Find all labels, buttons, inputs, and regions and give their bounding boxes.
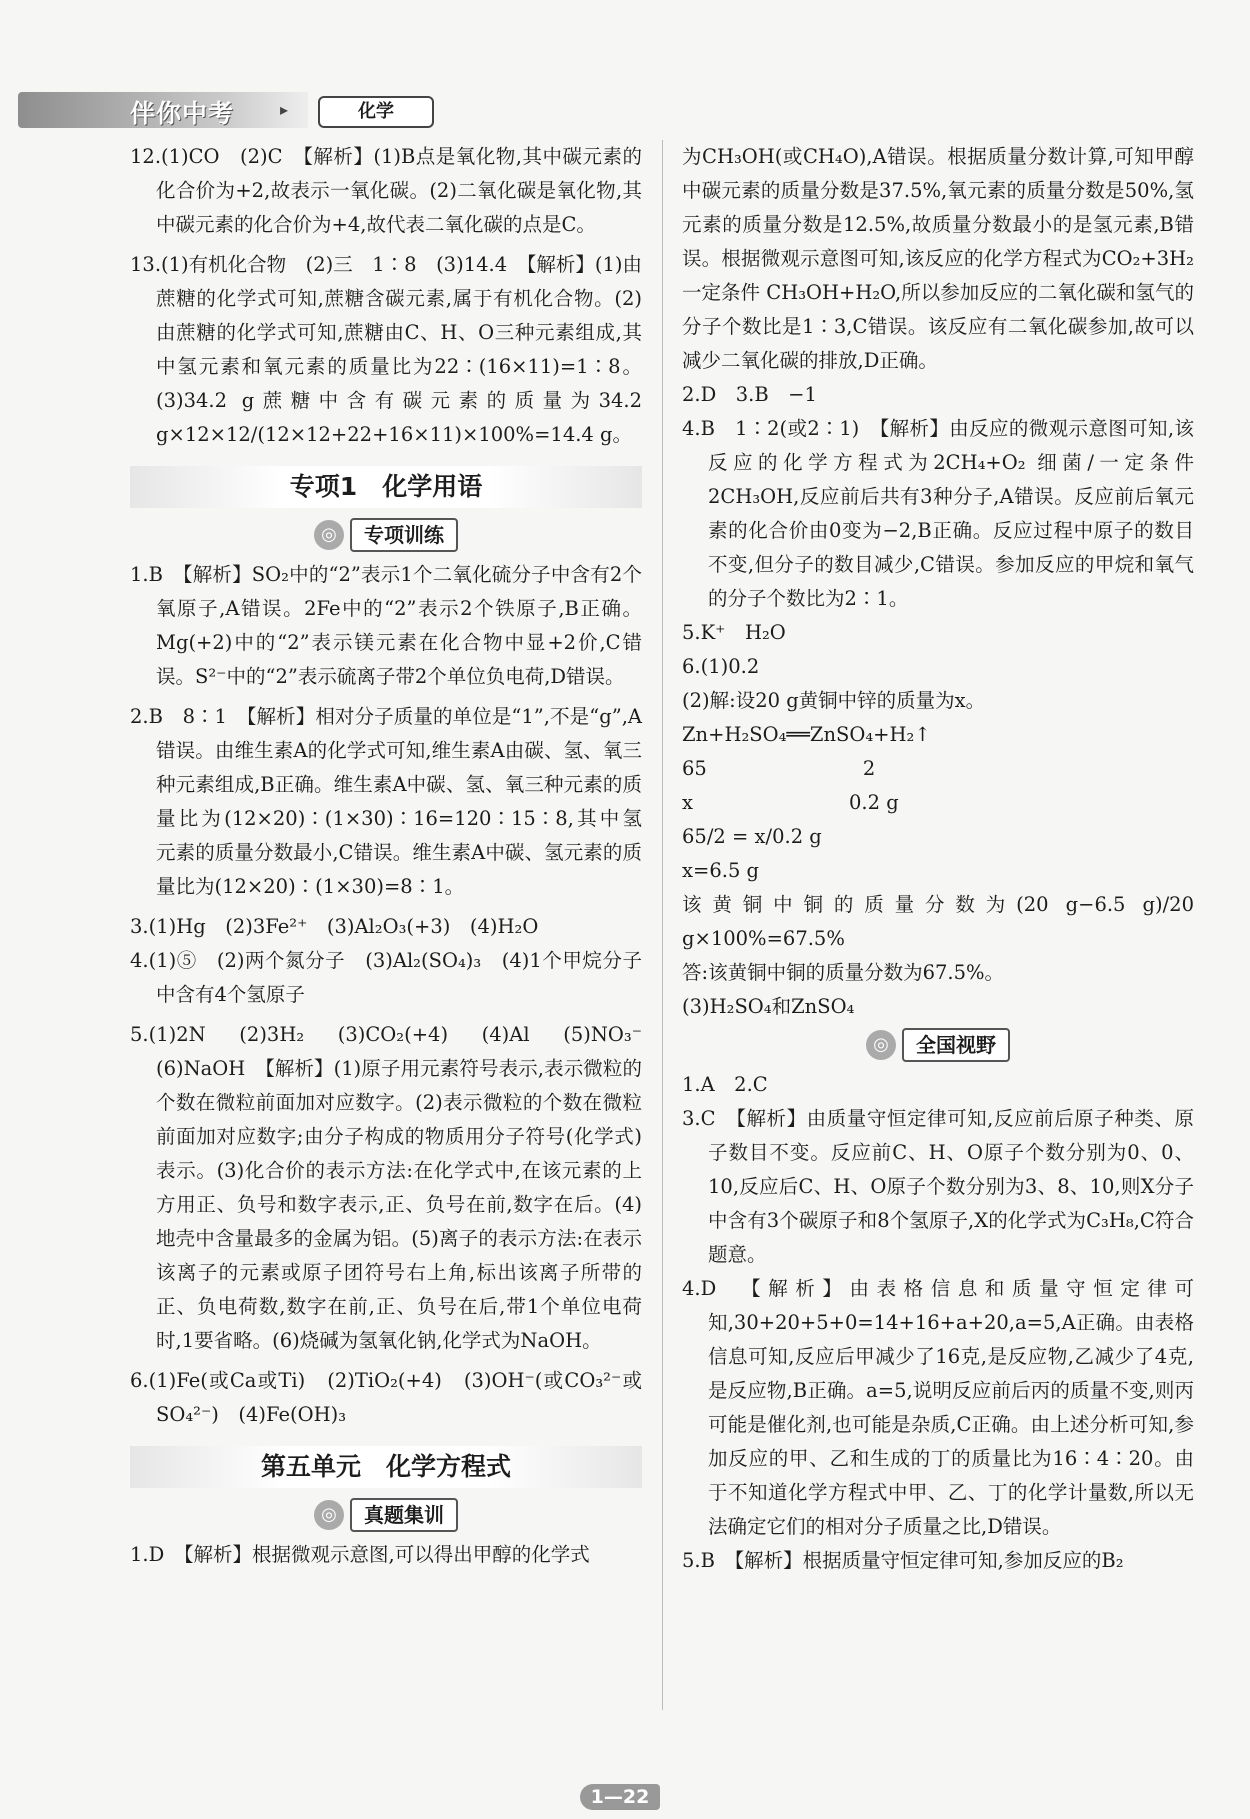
spiral-icon: ◎	[314, 520, 344, 550]
question-2-3: 2.D 3.B −1	[682, 383, 817, 406]
equation-row-1: 65 2	[682, 757, 876, 780]
copper-fraction: 该黄铜中铜的质量分数为(20 g−6.5 g)/20 g×100%=67.5%	[682, 893, 1194, 950]
banner-exam	[130, 1498, 642, 1532]
equation-row-2: x 0.2 g	[682, 791, 899, 814]
ratio: 65/2 = x/0.2 g	[682, 825, 822, 848]
question-13: 13.(1)有机化合物 (2)三 1∶8 (3)14.4 【解析】(1)由蔗糖的化学式可知,蔗糖含碳元素,属于有机化合物。(2)由蔗糖的化学式可知,蔗糖由C、H、O三种元素组成,其中氢元素和氧元素的质量比为22∶(16×11)=1∶8。(3)34.2 g蔗糖中含有碳元素的质量为34.2 g×12×12/(12×12+22+16×11)×100%=14.4 g。	[130, 253, 642, 446]
special-question-4: 4.(1)⑤ (2)两个氮分子 (3)Al₂(SO₄)₃ (4)1个甲烷分子中含有4个氢原子	[130, 949, 642, 1006]
solution-intro: (2)解:设20 g黄铜中锌的质量为x。	[682, 689, 986, 712]
section-title-1: 专项1 化学用语	[130, 466, 642, 508]
banner-label: 专项训练	[350, 518, 458, 552]
special-question-1: 1.B 【解析】SO₂中的“2”表示1个二氧化硫分子中含有2个氧原子,A错误。2Fe中的“2”表示2个铁原子,B正确。Mg(+2)中的“2”表示镁元素在化合物中显+2价,C错误。S²⁻中的“2”表示硫离子带2个单位负电荷,D错误。	[130, 563, 642, 688]
page-number: 1—22	[580, 1784, 660, 1810]
national-question-4: 4.D 【解析】由表格信息和质量守恒定律可知,30+20+5+0=14+16+a+20,a=5,A正确。由表格信息可知,反应后甲减少了16克,是反应物,乙减少了4克,是反应物,B正确。a=5,说明反应前后丙的质量不变,则丙可能是催化剂,也可能是杂质,C正确。由上述分析可知,参加反应的甲、乙和生成的丁的质量比为16∶4∶20。由于不知道化学方程式中甲、乙、丁的化学计量数,所以无法确定它们的相对分子质量之比,D错误。	[682, 1277, 1194, 1538]
special-question-3: 3.(1)Hg (2)3Fe²⁺ (3)Al₂O₃(+3) (4)H₂O	[130, 915, 539, 938]
equation: Zn+H₂SO₄══ZnSO₄+H₂↑	[682, 723, 931, 746]
question-4: 4.B 1∶2(或2∶1) 【解析】由反应的微观示意图可知,该反应的化学方程式为2CH₄+O₂ 细菌/一定条件 2CH₃OH,反应前后共有3种分子,A错误。反应前后氧元素的化合价由0变为−2,B正确。反应过程中原子的数目不变,但分子的数目减少,C错误。参加反应的甲烷和氧气的分子个数比为2∶1。	[682, 417, 1194, 610]
logo	[18, 92, 308, 128]
arrow-icon: ▸	[280, 100, 289, 119]
special-question-6: 6.(1)Fe(或Ca或Ti) (2)TiO₂(+4) (3)OH⁻(或CO₃²⁻或SO₄²⁻) (4)Fe(OH)₃	[130, 1369, 642, 1426]
section-title-2: 第五单元 化学方程式	[130, 1446, 642, 1488]
continued-text: 为CH₃OH(或CH₄O),A错误。根据质量分数计算,可知甲醇中碳元素的质量分数是37.5%,氧元素的质量分数是50%,氢元素的质量分数是12.5%,故质量分数最小的是氢元素,B错误。根据微观示意图可知,该反应的化学方程式为CO₂+3H₂ 一定条件 CH₃OH+H₂O,所以参加反应的二氧化碳和氢气的分子个数比是1∶3,C错误。该反应有二氧化碳参加,故可以减少二氧化碳的排放,D正确。	[682, 145, 1194, 372]
banner-national	[682, 1028, 1194, 1062]
question-6-part3: (3)H₂SO₄和ZnSO₄	[682, 995, 855, 1018]
question-5: 5.K⁺ H₂O	[682, 621, 786, 644]
answer: 答:该黄铜中铜的质量分数为67.5%。	[682, 961, 1005, 984]
header	[18, 92, 418, 128]
logo-text: 伴你中考	[130, 99, 235, 128]
result: x=6.5 g	[682, 859, 760, 882]
spiral-icon: ◎	[314, 1500, 344, 1530]
national-question-5: 5.B 【解析】根据质量守恒定律可知,参加反应的B₂	[682, 1549, 1124, 1572]
national-question-1-2: 1.A 2.C	[682, 1073, 768, 1096]
banner-label: 真题集训	[350, 1498, 458, 1532]
right-column	[682, 140, 1194, 1578]
column-divider	[662, 140, 663, 1710]
question-6-part1: 6.(1)0.2	[682, 655, 760, 678]
national-question-3: 3.C 【解析】由质量守恒定律可知,反应前后原子种类、原子数目不变。反应前C、H、O原子个数分别为0、0、10,反应后C、H、O原子个数分别为3、8、10,则X分子中含有3个碳原子和8个氢原子,X的化学式为C₃H₈,C符合题意。	[682, 1107, 1194, 1266]
special-question-2: 2.B 8∶1 【解析】相对分子质量的单位是“1”,不是“g”,A错误。由维生素A的化学式可知,维生素A由碳、氢、氧三种元素组成,B正确。维生素A中碳、氢、氧三种元素的质量比为(12×20)∶(1×30)∶16=120∶15∶8,其中氢元素的质量分数最小,C错误。维生素A中碳、氢元素的质量比为(12×20)∶(1×30)=8∶1。	[130, 705, 642, 898]
special-question-5: 5.(1)2N (2)3H₂ (3)CO₂(+4) (4)Al (5)NO₃⁻ (6)NaOH 【解析】(1)原子用元素符号表示,表示微粒的个数在微粒前面加对应数字。(2)表示微粒的个数在微粒前面加对应数字;由分子构成的物质用分子符号(化学式)表示。(3)化合价的表示方法:在化学式中,在该元素的上方用正、负号和数字表示,正、负号在前,数字在后。(4)地壳中含量最多的金属为铝。(5)离子的表示方法:在表示该离子的元素或原子团符号右上角,标出该离子所带的正、负电荷数,数字在前,正、负号在后,带1个单位电荷时,1要省略。(6)烧碱为氢氧化钠,化学式为NaOH。	[130, 1023, 662, 1352]
banner-practice	[130, 518, 642, 552]
spiral-icon: ◎	[866, 1030, 896, 1060]
left-column	[130, 140, 662, 1572]
unit-question-1: 1.D 【解析】根据微观示意图,可以得出甲醇的化学式	[130, 1543, 590, 1566]
subject-label: 化学	[318, 96, 434, 128]
banner-label: 全国视野	[902, 1028, 1010, 1062]
question-12: 12.(1)CO (2)C 【解析】(1)B点是氧化物,其中碳元素的化合价为+2,故表示一氧化碳。(2)二氧化碳是氧化物,其中碳元素的化合价为+4,故代表二氧化碳的点是C。	[130, 145, 642, 236]
